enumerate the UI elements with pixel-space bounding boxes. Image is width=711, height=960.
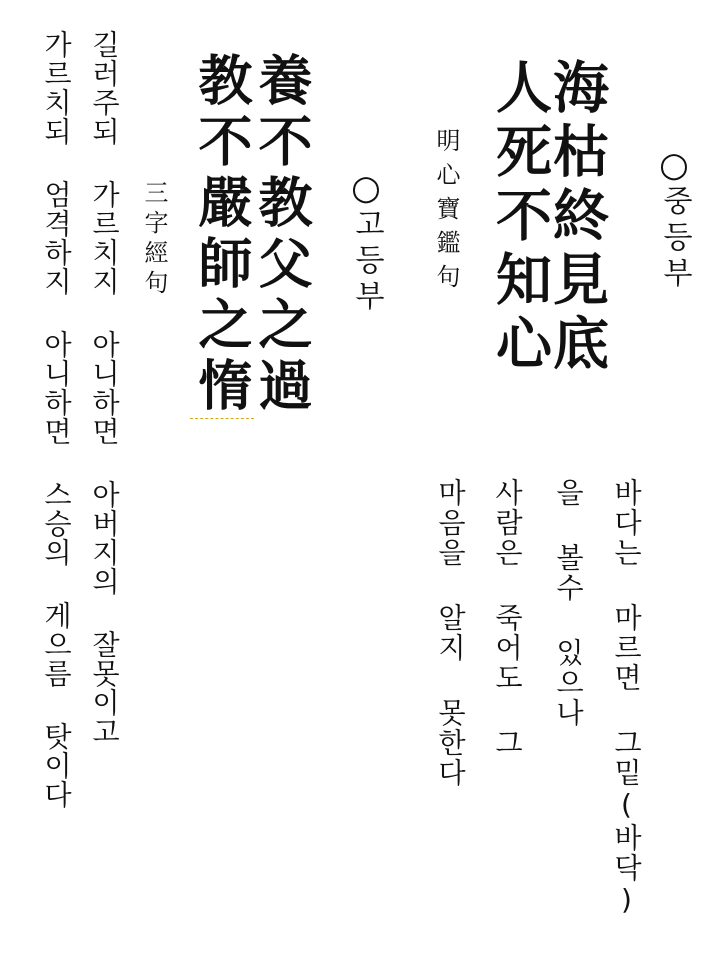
translation-line: 을 볼수 있으나 [552, 478, 585, 728]
circle-icon: ○ [351, 168, 381, 208]
poem-column-2 [488, 58, 552, 378]
poem-column-3 [250, 52, 314, 418]
poem-column-4 [190, 52, 254, 419]
translation-column-3 [487, 478, 527, 758]
translation-line: 사람은 죽어도 그 [491, 478, 524, 758]
translation-line: 마음을 알지 못한다 [434, 478, 467, 788]
section-marker-high-school [344, 168, 388, 316]
section-title-text: 고등부 [349, 208, 384, 316]
poem-source-mingxin [428, 128, 464, 298]
section-title-text: 중등부 [657, 185, 692, 293]
poem-line: 教不嚴師之惰 [190, 52, 254, 418]
translation-column-6 [36, 30, 76, 809]
translation-line: 바다는 마르면 그밑(바닥) [610, 478, 643, 918]
translation-column-4 [430, 478, 470, 788]
poem-column-1 [545, 58, 609, 378]
translation-column-1 [606, 478, 646, 918]
section-title-high-school [346, 208, 386, 316]
translation-column-5 [84, 30, 124, 746]
translation-line: 가르치되 엄격하지 아니하면 스승의 게으름 탓이다 [40, 30, 73, 809]
poem-line: 海枯終見底 [544, 58, 610, 378]
poem-source-sanzijing [136, 180, 172, 300]
translation-column-2 [548, 478, 588, 728]
source-text: 明心寶鑑句 [432, 128, 460, 298]
poem-line: 養不教父之過 [250, 52, 314, 418]
source-text: 三字經句 [140, 180, 168, 300]
circle-icon: ○ [659, 145, 689, 185]
poem-line: 人死不知心 [487, 58, 553, 378]
translation-line: 길러주되 가르치지 아니하면 아버지의 잘못이고 [88, 30, 121, 746]
section-marker-middle-school [652, 145, 696, 293]
section-title-middle-school [654, 185, 694, 293]
